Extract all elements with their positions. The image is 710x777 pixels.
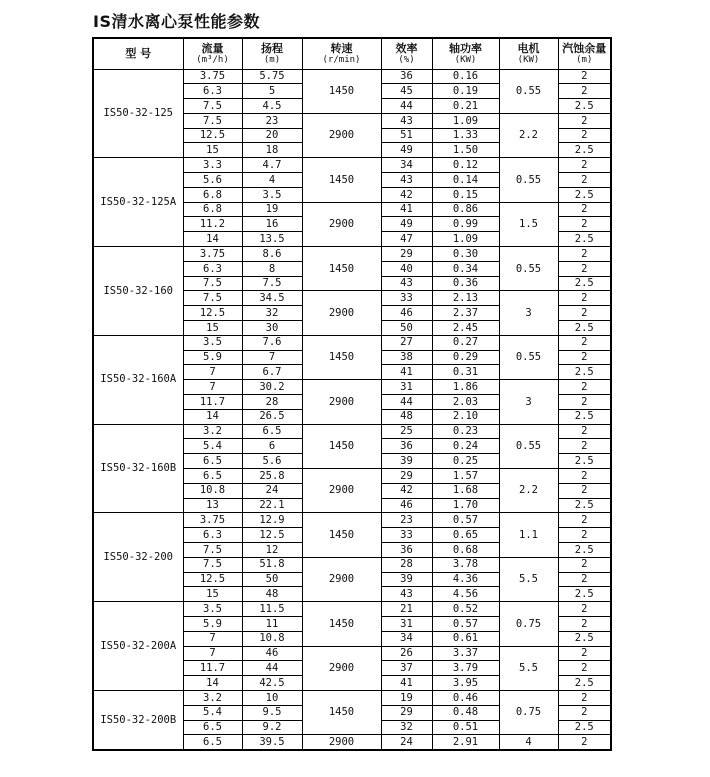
npsh-cell: 2 xyxy=(558,439,611,454)
efficiency-cell: 29 xyxy=(381,469,432,484)
efficiency-cell: 47 xyxy=(381,232,432,247)
npsh-cell: 2.5 xyxy=(558,187,611,202)
table-row xyxy=(93,158,611,173)
efficiency-cell: 25 xyxy=(381,424,432,439)
efficiency-cell: 49 xyxy=(381,143,432,158)
table-row xyxy=(93,247,611,262)
efficiency-cell: 33 xyxy=(381,528,432,543)
npsh-cell: 2 xyxy=(558,646,611,661)
header-npsh: 汽蚀余量 (m) xyxy=(558,38,611,69)
pump-spec-table xyxy=(92,37,612,751)
npsh-cell: 2.5 xyxy=(558,676,611,691)
flow-cell: 13 xyxy=(183,498,242,513)
head-cell: 30.2 xyxy=(242,380,302,395)
flow-cell: 7.5 xyxy=(183,291,242,306)
head-cell: 25.8 xyxy=(242,469,302,484)
speed-cell: 1450 xyxy=(302,602,381,646)
model-cell: IS50-32-160B xyxy=(93,424,183,513)
head-cell: 10.8 xyxy=(242,631,302,646)
head-cell: 20 xyxy=(242,128,302,143)
shaft-power-cell: 0.65 xyxy=(432,528,499,543)
flow-cell: 3.3 xyxy=(183,158,242,173)
npsh-cell: 2.5 xyxy=(558,454,611,469)
efficiency-cell: 36 xyxy=(381,69,432,84)
npsh-cell: 2 xyxy=(558,217,611,232)
efficiency-cell: 29 xyxy=(381,705,432,720)
flow-cell: 5.4 xyxy=(183,439,242,454)
motor-cell: 0.55 xyxy=(499,247,558,291)
npsh-cell: 2 xyxy=(558,705,611,720)
header-head: 扬程 (m) xyxy=(242,38,302,69)
npsh-cell: 2 xyxy=(558,306,611,321)
flow-cell: 7.5 xyxy=(183,99,242,114)
shaft-power-cell: 3.95 xyxy=(432,676,499,691)
flow-cell: 10.8 xyxy=(183,483,242,498)
table-row xyxy=(93,424,611,439)
flow-cell: 15 xyxy=(183,321,242,336)
flow-cell: 5.6 xyxy=(183,173,242,188)
head-cell: 9.5 xyxy=(242,705,302,720)
shaft-power-cell: 0.48 xyxy=(432,705,499,720)
efficiency-cell: 29 xyxy=(381,247,432,262)
shaft-power-cell: 0.23 xyxy=(432,424,499,439)
npsh-cell: 2.5 xyxy=(558,498,611,513)
speed-cell: 1450 xyxy=(302,335,381,379)
shaft-power-cell: 2.13 xyxy=(432,291,499,306)
efficiency-cell: 39 xyxy=(381,454,432,469)
header-flow: 流量 (m³/h) xyxy=(183,38,242,69)
flow-cell: 7.5 xyxy=(183,557,242,572)
shaft-power-cell: 1.70 xyxy=(432,498,499,513)
shaft-power-cell: 2.91 xyxy=(432,735,499,750)
efficiency-cell: 43 xyxy=(381,113,432,128)
head-cell: 7 xyxy=(242,350,302,365)
shaft-power-cell: 0.30 xyxy=(432,247,499,262)
speed-cell: 2900 xyxy=(302,735,381,750)
speed-cell: 2900 xyxy=(302,469,381,513)
efficiency-cell: 31 xyxy=(381,616,432,631)
efficiency-cell: 41 xyxy=(381,676,432,691)
head-cell: 44 xyxy=(242,661,302,676)
motor-cell: 2.2 xyxy=(499,113,558,157)
flow-cell: 5.4 xyxy=(183,705,242,720)
efficiency-cell: 40 xyxy=(381,261,432,276)
flow-cell: 6.8 xyxy=(183,202,242,217)
motor-cell: 5.5 xyxy=(499,557,558,601)
head-cell: 12 xyxy=(242,543,302,558)
npsh-cell: 2 xyxy=(558,202,611,217)
head-cell: 23 xyxy=(242,113,302,128)
header-motor: 电机 (KW) xyxy=(499,38,558,69)
shaft-power-cell: 0.29 xyxy=(432,350,499,365)
flow-cell: 7.5 xyxy=(183,113,242,128)
flow-cell: 7 xyxy=(183,631,242,646)
shaft-power-cell: 0.99 xyxy=(432,217,499,232)
flow-cell: 5.9 xyxy=(183,616,242,631)
table-header-row xyxy=(93,38,611,69)
npsh-cell: 2 xyxy=(558,602,611,617)
shaft-power-cell: 0.27 xyxy=(432,335,499,350)
head-cell: 34.5 xyxy=(242,291,302,306)
speed-cell: 1450 xyxy=(302,69,381,113)
head-cell: 10 xyxy=(242,690,302,705)
shaft-power-cell: 1.09 xyxy=(432,232,499,247)
head-cell: 4 xyxy=(242,173,302,188)
table-body xyxy=(93,69,611,750)
efficiency-cell: 36 xyxy=(381,543,432,558)
motor-cell: 0.75 xyxy=(499,690,558,734)
head-cell: 7.6 xyxy=(242,335,302,350)
model-cell: IS50-32-125 xyxy=(93,69,183,158)
speed-cell: 2900 xyxy=(302,202,381,246)
npsh-cell: 2 xyxy=(558,158,611,173)
head-cell: 5.75 xyxy=(242,69,302,84)
flow-cell: 11.2 xyxy=(183,217,242,232)
flow-cell: 6.5 xyxy=(183,469,242,484)
head-cell: 46 xyxy=(242,646,302,661)
flow-cell: 3.5 xyxy=(183,602,242,617)
npsh-cell: 2 xyxy=(558,380,611,395)
shaft-power-cell: 3.37 xyxy=(432,646,499,661)
flow-cell: 3.75 xyxy=(183,513,242,528)
efficiency-cell: 37 xyxy=(381,661,432,676)
speed-cell: 1450 xyxy=(302,690,381,734)
npsh-cell: 2 xyxy=(558,616,611,631)
header-model: 型 号 xyxy=(93,38,183,69)
efficiency-cell: 49 xyxy=(381,217,432,232)
head-cell: 16 xyxy=(242,217,302,232)
speed-cell: 2900 xyxy=(302,646,381,690)
shaft-power-cell: 2.37 xyxy=(432,306,499,321)
head-cell: 39.5 xyxy=(242,735,302,750)
head-cell: 51.8 xyxy=(242,557,302,572)
speed-cell: 2900 xyxy=(302,291,381,335)
efficiency-cell: 42 xyxy=(381,483,432,498)
motor-cell: 1.5 xyxy=(499,202,558,246)
npsh-cell: 2 xyxy=(558,128,611,143)
page-title: IS清水离心泵性能参数 xyxy=(93,12,260,31)
flow-cell: 3.2 xyxy=(183,424,242,439)
motor-cell: 0.75 xyxy=(499,602,558,646)
shaft-power-cell: 0.57 xyxy=(432,513,499,528)
shaft-power-cell: 2.03 xyxy=(432,395,499,410)
model-cell: IS50-32-160A xyxy=(93,335,183,424)
motor-cell: 0.55 xyxy=(499,158,558,202)
shaft-power-cell: 2.45 xyxy=(432,321,499,336)
shaft-power-cell: 0.24 xyxy=(432,439,499,454)
motor-cell: 1.1 xyxy=(499,513,558,557)
head-cell: 6.5 xyxy=(242,424,302,439)
motor-cell: 0.55 xyxy=(499,424,558,468)
shaft-power-cell: 0.21 xyxy=(432,99,499,114)
shaft-power-cell: 0.86 xyxy=(432,202,499,217)
flow-cell: 3.75 xyxy=(183,69,242,84)
head-cell: 8.6 xyxy=(242,247,302,262)
efficiency-cell: 26 xyxy=(381,646,432,661)
npsh-cell: 2 xyxy=(558,572,611,587)
npsh-cell: 2 xyxy=(558,69,611,84)
flow-cell: 7 xyxy=(183,646,242,661)
speed-cell: 2900 xyxy=(302,557,381,601)
efficiency-cell: 45 xyxy=(381,84,432,99)
shaft-power-cell: 0.52 xyxy=(432,602,499,617)
shaft-power-cell: 0.61 xyxy=(432,631,499,646)
efficiency-cell: 38 xyxy=(381,350,432,365)
header-efficiency: 效率 (%) xyxy=(381,38,432,69)
shaft-power-cell: 1.57 xyxy=(432,469,499,484)
header-shaft-power: 轴功率 (KW) xyxy=(432,38,499,69)
motor-cell: 3 xyxy=(499,380,558,424)
shaft-power-cell: 2.10 xyxy=(432,409,499,424)
efficiency-cell: 39 xyxy=(381,572,432,587)
shaft-power-cell: 0.15 xyxy=(432,187,499,202)
shaft-power-cell: 0.12 xyxy=(432,158,499,173)
table-row xyxy=(93,602,611,617)
head-cell: 5.6 xyxy=(242,454,302,469)
flow-cell: 11.7 xyxy=(183,395,242,410)
flow-cell: 3.5 xyxy=(183,335,242,350)
flow-cell: 6.5 xyxy=(183,720,242,735)
flow-cell: 14 xyxy=(183,676,242,691)
shaft-power-cell: 0.46 xyxy=(432,690,499,705)
head-cell: 26.5 xyxy=(242,409,302,424)
efficiency-cell: 43 xyxy=(381,173,432,188)
efficiency-cell: 32 xyxy=(381,720,432,735)
head-cell: 12.5 xyxy=(242,528,302,543)
shaft-power-cell: 0.19 xyxy=(432,84,499,99)
model-cell: IS50-32-160 xyxy=(93,247,183,336)
npsh-cell: 2.5 xyxy=(558,587,611,602)
shaft-power-cell: 3.78 xyxy=(432,557,499,572)
motor-cell: 4 xyxy=(499,735,558,750)
speed-cell: 1450 xyxy=(302,424,381,468)
efficiency-cell: 46 xyxy=(381,306,432,321)
efficiency-cell: 50 xyxy=(381,321,432,336)
efficiency-cell: 33 xyxy=(381,291,432,306)
flow-cell: 6.3 xyxy=(183,84,242,99)
flow-cell: 7 xyxy=(183,365,242,380)
speed-cell: 1450 xyxy=(302,513,381,557)
shaft-power-cell: 0.34 xyxy=(432,261,499,276)
efficiency-cell: 44 xyxy=(381,99,432,114)
shaft-power-cell: 1.68 xyxy=(432,483,499,498)
head-cell: 6 xyxy=(242,439,302,454)
speed-cell: 2900 xyxy=(302,380,381,424)
shaft-power-cell: 0.16 xyxy=(432,69,499,84)
npsh-cell: 2.5 xyxy=(558,99,611,114)
head-cell: 8 xyxy=(242,261,302,276)
efficiency-cell: 44 xyxy=(381,395,432,410)
npsh-cell: 2.5 xyxy=(558,409,611,424)
flow-cell: 7.5 xyxy=(183,276,242,291)
model-cell: IS50-32-125A xyxy=(93,158,183,247)
efficiency-cell: 31 xyxy=(381,380,432,395)
head-cell: 12.9 xyxy=(242,513,302,528)
efficiency-cell: 41 xyxy=(381,202,432,217)
flow-cell: 15 xyxy=(183,587,242,602)
npsh-cell: 2 xyxy=(558,557,611,572)
head-cell: 30 xyxy=(242,321,302,336)
flow-cell: 6.5 xyxy=(183,454,242,469)
head-cell: 4.7 xyxy=(242,158,302,173)
header-speed: 转速 (r/min) xyxy=(302,38,381,69)
shaft-power-cell: 1.50 xyxy=(432,143,499,158)
npsh-cell: 2 xyxy=(558,261,611,276)
head-cell: 11 xyxy=(242,616,302,631)
efficiency-cell: 21 xyxy=(381,602,432,617)
npsh-cell: 2 xyxy=(558,661,611,676)
shaft-power-cell: 4.36 xyxy=(432,572,499,587)
flow-cell: 5.9 xyxy=(183,350,242,365)
flow-cell: 6.3 xyxy=(183,528,242,543)
shaft-power-cell: 0.68 xyxy=(432,543,499,558)
motor-cell: 0.55 xyxy=(499,69,558,113)
npsh-cell: 2 xyxy=(558,291,611,306)
shaft-power-cell: 3.79 xyxy=(432,661,499,676)
shaft-power-cell: 0.25 xyxy=(432,454,499,469)
flow-cell: 12.5 xyxy=(183,128,242,143)
efficiency-cell: 36 xyxy=(381,439,432,454)
head-cell: 4.5 xyxy=(242,99,302,114)
efficiency-cell: 43 xyxy=(381,587,432,602)
npsh-cell: 2 xyxy=(558,247,611,262)
efficiency-cell: 19 xyxy=(381,690,432,705)
head-cell: 42.5 xyxy=(242,676,302,691)
flow-cell: 7 xyxy=(183,380,242,395)
head-cell: 11.5 xyxy=(242,602,302,617)
efficiency-cell: 34 xyxy=(381,158,432,173)
shaft-power-cell: 0.31 xyxy=(432,365,499,380)
head-cell: 18 xyxy=(242,143,302,158)
flow-cell: 11.7 xyxy=(183,661,242,676)
flow-cell: 12.5 xyxy=(183,306,242,321)
npsh-cell: 2 xyxy=(558,350,611,365)
efficiency-cell: 24 xyxy=(381,735,432,750)
npsh-cell: 2 xyxy=(558,335,611,350)
table-row xyxy=(93,513,611,528)
head-cell: 24 xyxy=(242,483,302,498)
npsh-cell: 2 xyxy=(558,469,611,484)
npsh-cell: 2.5 xyxy=(558,321,611,336)
npsh-cell: 2 xyxy=(558,424,611,439)
shaft-power-cell: 1.33 xyxy=(432,128,499,143)
npsh-cell: 2.5 xyxy=(558,232,611,247)
speed-cell: 1450 xyxy=(302,158,381,202)
npsh-cell: 2.5 xyxy=(558,143,611,158)
speed-cell: 2900 xyxy=(302,113,381,157)
head-cell: 3.5 xyxy=(242,187,302,202)
flow-cell: 6.8 xyxy=(183,187,242,202)
model-cell: IS50-32-200 xyxy=(93,513,183,602)
motor-cell: 0.55 xyxy=(499,335,558,379)
shaft-power-cell: 0.57 xyxy=(432,616,499,631)
motor-cell: 3 xyxy=(499,291,558,335)
head-cell: 13.5 xyxy=(242,232,302,247)
npsh-cell: 2 xyxy=(558,735,611,750)
flow-cell: 6.3 xyxy=(183,261,242,276)
shaft-power-cell: 0.14 xyxy=(432,173,499,188)
npsh-cell: 2.5 xyxy=(558,543,611,558)
npsh-cell: 2 xyxy=(558,690,611,705)
shaft-power-cell: 1.86 xyxy=(432,380,499,395)
npsh-cell: 2.5 xyxy=(558,720,611,735)
shaft-power-cell: 1.09 xyxy=(432,113,499,128)
shaft-power-cell: 0.51 xyxy=(432,720,499,735)
npsh-cell: 2 xyxy=(558,528,611,543)
flow-cell: 14 xyxy=(183,232,242,247)
head-cell: 48 xyxy=(242,587,302,602)
npsh-cell: 2 xyxy=(558,113,611,128)
npsh-cell: 2 xyxy=(558,84,611,99)
model-cell: IS50-32-200A xyxy=(93,602,183,691)
head-cell: 32 xyxy=(242,306,302,321)
flow-cell: 3.2 xyxy=(183,690,242,705)
table-row xyxy=(93,690,611,705)
efficiency-cell: 42 xyxy=(381,187,432,202)
flow-cell: 3.75 xyxy=(183,247,242,262)
efficiency-cell: 48 xyxy=(381,409,432,424)
npsh-cell: 2.5 xyxy=(558,631,611,646)
efficiency-cell: 23 xyxy=(381,513,432,528)
npsh-cell: 2.5 xyxy=(558,365,611,380)
motor-cell: 5.5 xyxy=(499,646,558,690)
efficiency-cell: 51 xyxy=(381,128,432,143)
shaft-power-cell: 0.36 xyxy=(432,276,499,291)
head-cell: 28 xyxy=(242,395,302,410)
efficiency-cell: 46 xyxy=(381,498,432,513)
head-cell: 50 xyxy=(242,572,302,587)
npsh-cell: 2 xyxy=(558,483,611,498)
npsh-cell: 2 xyxy=(558,173,611,188)
head-cell: 22.1 xyxy=(242,498,302,513)
efficiency-cell: 27 xyxy=(381,335,432,350)
flow-cell: 7.5 xyxy=(183,543,242,558)
head-cell: 5 xyxy=(242,84,302,99)
flow-cell: 14 xyxy=(183,409,242,424)
flow-cell: 15 xyxy=(183,143,242,158)
efficiency-cell: 41 xyxy=(381,365,432,380)
head-cell: 7.5 xyxy=(242,276,302,291)
speed-cell: 1450 xyxy=(302,247,381,291)
head-cell: 6.7 xyxy=(242,365,302,380)
flow-cell: 12.5 xyxy=(183,572,242,587)
shaft-power-cell: 4.56 xyxy=(432,587,499,602)
motor-cell: 2.2 xyxy=(499,469,558,513)
table-row xyxy=(93,69,611,84)
efficiency-cell: 28 xyxy=(381,557,432,572)
head-cell: 9.2 xyxy=(242,720,302,735)
table-row xyxy=(93,335,611,350)
flow-cell: 6.5 xyxy=(183,735,242,750)
npsh-cell: 2.5 xyxy=(558,276,611,291)
npsh-cell: 2 xyxy=(558,395,611,410)
npsh-cell: 2 xyxy=(558,513,611,528)
efficiency-cell: 43 xyxy=(381,276,432,291)
efficiency-cell: 34 xyxy=(381,631,432,646)
head-cell: 19 xyxy=(242,202,302,217)
model-cell: IS50-32-200B xyxy=(93,690,183,749)
